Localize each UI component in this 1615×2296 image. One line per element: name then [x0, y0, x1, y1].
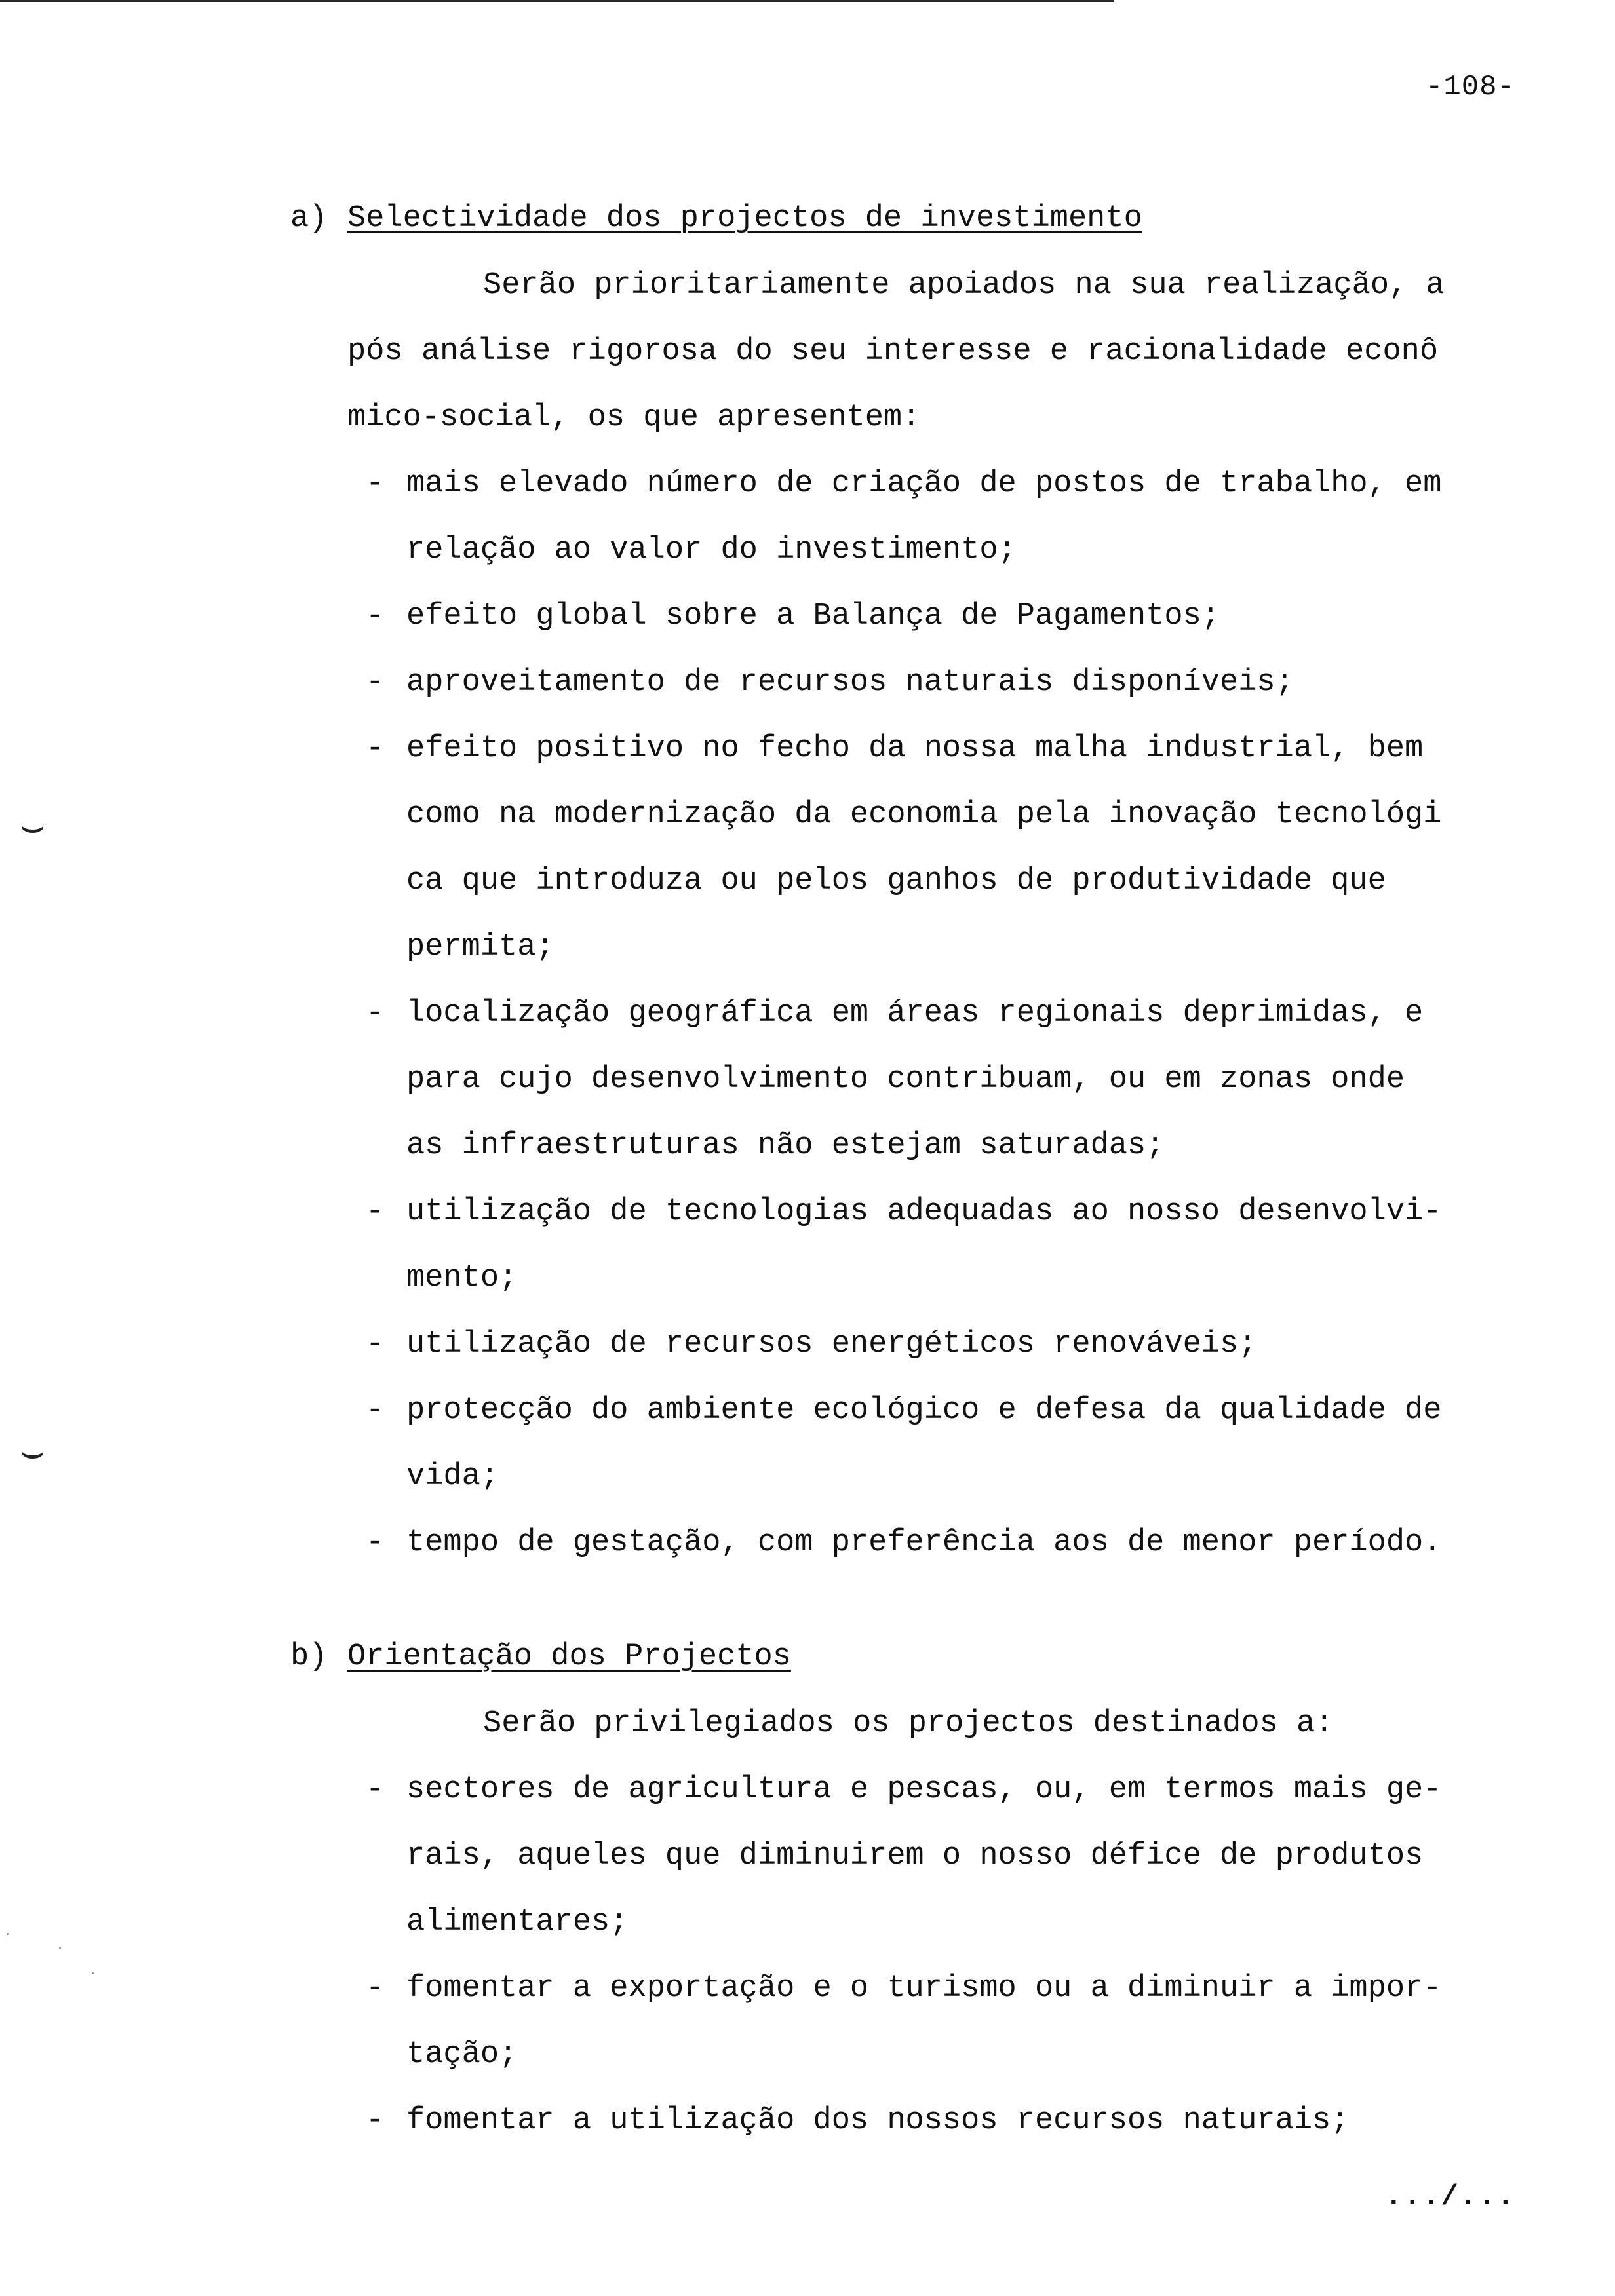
section-a-bullet-line: efeito global sobre a Balança de Pagamentos; — [406, 599, 1220, 634]
section-a-bullet-dash: - — [366, 1327, 385, 1362]
section-a-bullet-line: as infraestruturas não estejam saturadas; — [406, 1128, 1165, 1163]
section-a-marker: a) — [290, 201, 328, 236]
section-a-bullet-line: tempo de gestação, com preferência aos de menor período. — [406, 1525, 1442, 1560]
scan-speck — [7, 1933, 9, 1935]
section-b-bullet-line: fomentar a utilização dos nossos recursos naturais; — [406, 2103, 1350, 2138]
section-a-bullet-line: aproveitamento de recursos naturais disponíveis; — [406, 665, 1294, 700]
section-a-bullet-dash: - — [366, 1525, 385, 1560]
scan-speck — [59, 1947, 61, 1949]
continued-marker: .../... — [1385, 2181, 1515, 2213]
section-a-intro-line: Serão prioritariamente apoiados na sua realização, a — [483, 268, 1445, 303]
section-a-bullet-line: para cujo desenvolvimento contribuam, ou em zonas onde — [406, 1062, 1405, 1097]
section-a-bullet-dash: - — [366, 996, 385, 1031]
section-b-bullet-line: rais, aqueles que diminuirem o nosso déficе de produtos — [406, 1839, 1424, 1873]
margin-mark-icon: ⌣ — [20, 1432, 46, 1477]
section-b-bullet-line: fomentar a exportação e o turismo ou a diminuir a impor- — [406, 1971, 1442, 2006]
section-b-bullet-dash: - — [366, 1971, 385, 2006]
section-a-bullet-line: protecção do ambiente ecológico e defesa da qualidade de — [406, 1393, 1442, 1428]
section-a-bullet-line: localização geográfica em áreas regionais deprimidas, e — [406, 996, 1424, 1031]
section-a-bullet-dash: - — [366, 731, 385, 766]
top-rule — [0, 0, 1114, 2]
section-a-intro-line: mico-social, os que apresentem: — [347, 400, 921, 435]
page-number: -108- — [1425, 71, 1515, 104]
section-b-bullet-line: alimentares; — [406, 1905, 629, 1940]
section-a-bullet-line: ca que introduza ou pelos ganhos de produtividade que — [406, 864, 1386, 898]
section-a-bullet-line: efeito positivo no fecho da nossa malha industrial, bem — [406, 731, 1424, 766]
section-a-bullet-line: relação ao valor do investimento; — [406, 533, 1017, 567]
section-b-heading: Orientação dos Projectos — [347, 1639, 791, 1674]
scan-speck — [92, 1972, 94, 1974]
section-a-intro-line: pós análise rigorosa do seu interesse e racionalidade econô — [347, 334, 1439, 369]
section-a-bullet-dash: - — [366, 467, 385, 501]
section-b-bullet-line: sectores de agricultura e pescas, ou, em termos mais ge- — [406, 1772, 1442, 1807]
section-a-bullet-line: mento; — [406, 1261, 518, 1295]
section-a-bullet-dash: - — [366, 599, 385, 634]
margin-mark-icon: ⌣ — [20, 807, 46, 851]
section-a-bullet-line: vida; — [406, 1459, 499, 1494]
section-a-bullet-line: utilização de tecnologias adequadas ao nosso desenvolvi- — [406, 1195, 1442, 1229]
section-b-bullet-line: tação; — [406, 2037, 518, 2072]
section-a-bullet-dash: - — [366, 1195, 385, 1229]
section-a-bullet-line: como na modernização da economia pela inovação tecnológi — [406, 797, 1442, 832]
section-b-intro-line: Serão privilegiados os projectos destinados a: — [483, 1706, 1334, 1741]
section-b-bullet-dash: - — [366, 1772, 385, 1807]
section-a-heading: Selectividade dos projectos de investimento — [347, 201, 1142, 236]
section-b-bullet-dash: - — [366, 2103, 385, 2138]
section-a-bullet-line: mais elevado número de criação de postos de trabalho, em — [406, 467, 1442, 501]
section-a-bullet-dash: - — [366, 1393, 385, 1428]
section-a-bullet-dash: - — [366, 665, 385, 700]
section-a-bullet-line: permita; — [406, 930, 555, 965]
section-a-bullet-line: utilização de recursos energéticos renováveis; — [406, 1327, 1257, 1362]
section-b-marker: b) — [290, 1639, 328, 1674]
